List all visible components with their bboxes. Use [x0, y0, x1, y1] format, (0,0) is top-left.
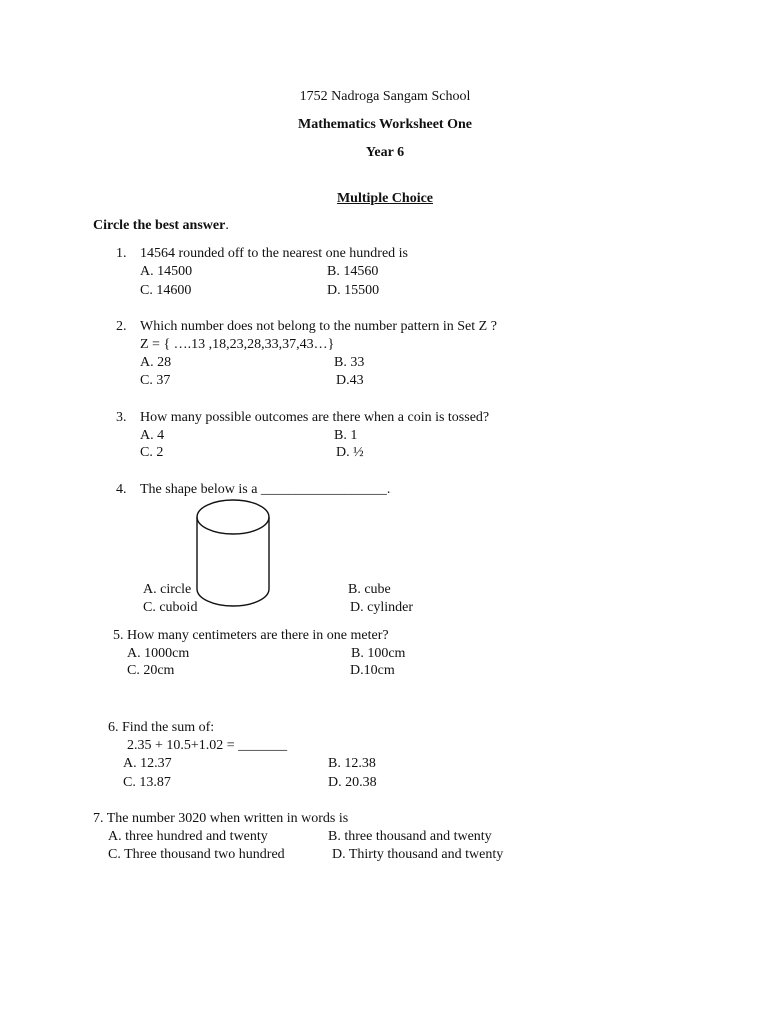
- q4-option-b[interactable]: B. cube: [348, 582, 391, 597]
- q1-text: 14564 rounded off to the nearest one hundred is: [140, 246, 409, 261]
- q7-option-b[interactable]: B. three thousand and twenty: [328, 829, 492, 844]
- q6-text: 6. Find the sum of:: [108, 720, 215, 735]
- q1-option-a[interactable]: A. 14500: [140, 264, 193, 279]
- q5-option-d[interactable]: D.10cm: [350, 663, 395, 678]
- q7-option-d[interactable]: D. Thirty thousand and twenty: [332, 847, 504, 862]
- q7-text: 7. The number 3020 when written in words is: [93, 811, 349, 826]
- q4-option-a[interactable]: A. circle: [143, 582, 192, 597]
- q2-option-c[interactable]: C. 37: [140, 373, 171, 388]
- q3-text: How many possible outcomes are there when a coin is tossed?: [140, 410, 490, 425]
- section-heading: Multiple Choice: [336, 191, 434, 206]
- instruction-period: .: [225, 218, 229, 233]
- q6-expression: 2.35 + 10.5+1.02 = _______: [127, 738, 288, 753]
- q1-option-c[interactable]: C. 14600: [140, 283, 192, 298]
- q2-option-b[interactable]: B. 33: [334, 355, 365, 370]
- q4-number: 4.: [116, 482, 127, 497]
- q7-option-c[interactable]: C. Three thousand two hundred: [108, 847, 285, 862]
- q1-option-d[interactable]: D. 15500: [327, 283, 380, 298]
- q4-option-c[interactable]: C. cuboid: [143, 600, 198, 615]
- q7-option-a[interactable]: A. three hundred and twenty: [108, 829, 268, 844]
- q1-number: 1.: [116, 246, 127, 261]
- school-name: 1752 Nadroga Sangam School: [299, 89, 471, 104]
- q2-option-a[interactable]: A. 28: [140, 355, 172, 370]
- q3-option-a[interactable]: A. 4: [140, 428, 165, 443]
- q1-option-b[interactable]: B. 14560: [327, 264, 379, 279]
- q5-option-b[interactable]: B. 100cm: [351, 646, 406, 661]
- instruction: [93, 218, 229, 234]
- q3-number: 3.: [116, 410, 127, 425]
- q5-option-c[interactable]: C. 20cm: [127, 663, 175, 678]
- year-label: Year 6: [365, 145, 405, 160]
- q5-text: 5. How many centimeters are there in one meter?: [113, 628, 389, 643]
- q2-option-d[interactable]: D.43: [336, 373, 364, 388]
- q3-option-d[interactable]: D. ½: [336, 445, 364, 460]
- q2-set: Z = { ….13 ,18,23,28,33,37,43…}: [140, 337, 335, 352]
- q4-option-d[interactable]: D. cylinder: [350, 600, 413, 615]
- q2-number: 2.: [116, 319, 127, 334]
- q3-option-b[interactable]: B. 1: [334, 428, 358, 443]
- cylinder-drawing: [194, 498, 274, 610]
- q6-option-b[interactable]: B. 12.38: [328, 756, 376, 771]
- worksheet-title: Mathematics Worksheet One: [298, 117, 472, 132]
- q3-option-c[interactable]: C. 2: [140, 445, 164, 460]
- q6-option-c[interactable]: C. 13.87: [123, 775, 171, 790]
- q5-option-a[interactable]: A. 1000cm: [127, 646, 190, 661]
- instruction-text: Circle the best answer: [93, 218, 226, 233]
- q6-option-a[interactable]: A. 12.37: [123, 756, 172, 771]
- q2-text: Which number does not belong to the number pattern in Set Z ?: [140, 319, 497, 334]
- q6-option-d[interactable]: D. 20.38: [328, 775, 377, 790]
- q4-text: The shape below is a __________________.: [140, 482, 391, 497]
